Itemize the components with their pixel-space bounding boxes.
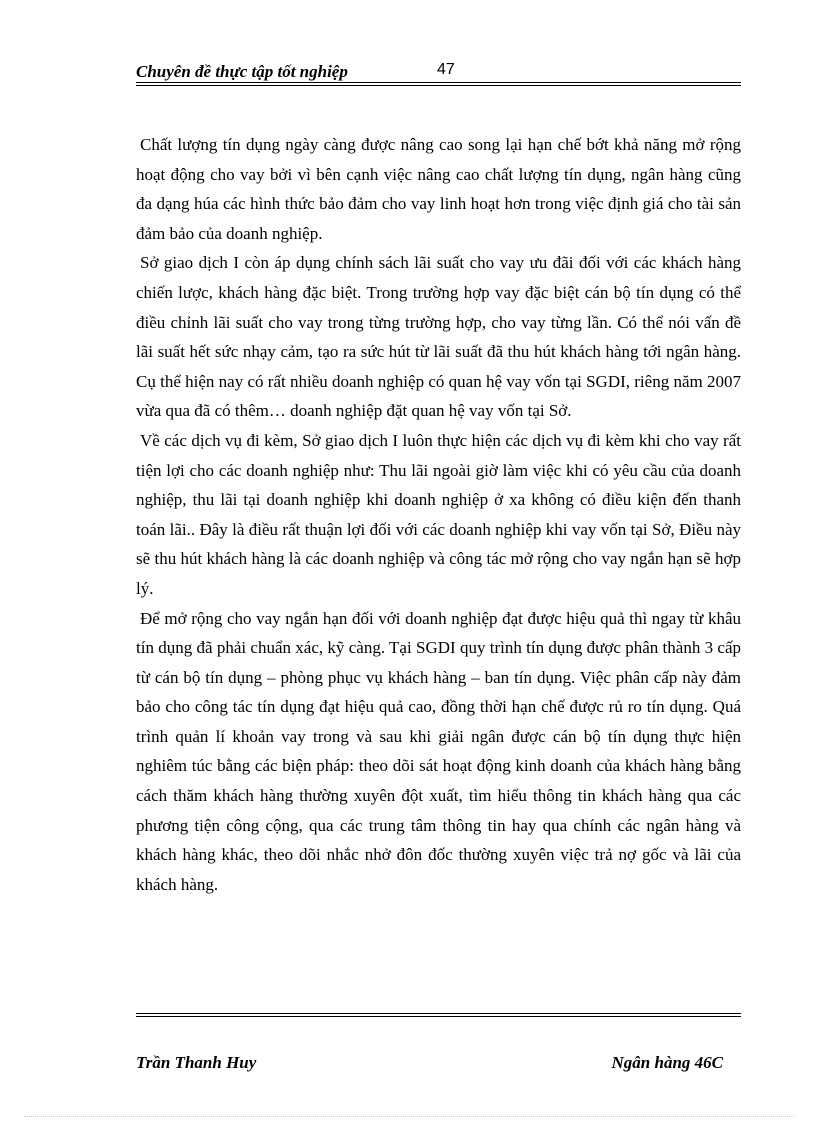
footer-divider — [136, 1013, 741, 1017]
paragraph-credit-process: Để mở rộng cho vay ngắn hạn đối với doanh nghiệp đạt được hiệu quả thì ngay từ khâu tín dụng đã phải chuẩn xác, kỹ càng. Tại SGDI quy trình tín dụng được phân thành 3 cấp từ cán bộ tín dụng – phòng phục vụ khách hàng – ban tín dụng. Việc phân cấp này đảm bảo cho công tác tín dụng đạt hiệu quả cao, đồng thời hạn chế được rủ ro tín dụng. Quá trình quản lí khoản vay trong và sau khi giải ngân được cán bộ tín dụng thực hiện nghiêm túc bằng các biện pháp: theo dõi sát hoạt động kinh doanh của khách hàng bằng cách thăm khách hàng thường xuyên đột xuất, tìm hiểu thông tin khách hàng qua các phương tiện công cộng, qua các trung tâm thông tin hay qua chính các ngân hàng và khách hàng khác, theo dõi nhắc nhở đôn đốc thường xuyên việc trả nợ gốc và lãi của khách hàng. — [136, 608, 741, 894]
paragraph-credit-quality: Chất lượng tín dụng ngày càng được nâng cao song lại hạn chế bớt khả năng mở rộng hoạt động cho vay bởi vì bên cạnh việc nâng cao chất lượng tín dụng, ngân hàng cũng đa dạng húa các hình thức bảo đảm cho vay linh hoạt hơn trong việc định giá cho tài sản đảm bảo của doanh nghiệp. — [136, 135, 741, 243]
document-title: Chuyên đề thực tập tốt nghiệp — [136, 62, 348, 81]
paragraph-services: Về các dịch vụ đi kèm, Sở giao dịch I luôn thực hiện các dịch vụ đi kèm khi cho vay rất tiện lợi cho các doanh nghiệp như: Thu lãi ngoài giờ làm việc khi có yêu cầu của doanh nghiệp, thu lãi tại doanh nghiệp khi doanh nghiệp ở xa không có điều kiện đến thanh toán lãi.. Đây là điều rất thuận lợi đối với các doanh nghiệp khi vay vốn tại Sở, Điều này sẽ thu hút khách hàng là các doanh nghiệp và công tác mở rộng cho vay ngắn hạn sẽ hợp lý. — [136, 430, 741, 598]
page-bottom-edge — [24, 1116, 794, 1117]
page-header — [136, 60, 741, 90]
class-name: Ngân hàng 46C — [611, 1053, 723, 1072]
body-text — [136, 130, 741, 899]
page-footer — [136, 1013, 741, 1072]
page-number: 47 — [437, 61, 455, 78]
author-name: Trần Thanh Huy — [136, 1053, 257, 1072]
header-divider — [136, 82, 741, 86]
paragraph-interest-policy: Sở giao dịch I còn áp dụng chính sách lãi suất cho vay ưu đãi đối với các khách hàng chiến lược, khách hàng đặc biệt. Trong trường hợp vay đặc biệt cán bộ tín dụng có thể điều chỉnh lãi suất cho vay trong từng trường hợp, cho vay từng lần. Có thể nói vấn đề lãi suất hết sức nhạy cảm, tạo ra sức hút từ lãi suất đã thu hút khách hàng tới ngân hàng. Cụ thể hiện nay có rất nhiều doanh nghiệp có quan hệ vay vốn tại SGDI, riêng năm 2007 vừa qua đã có thêm… doanh nghiệp đặt quan hệ vay vốn tại Sở. — [136, 253, 741, 421]
